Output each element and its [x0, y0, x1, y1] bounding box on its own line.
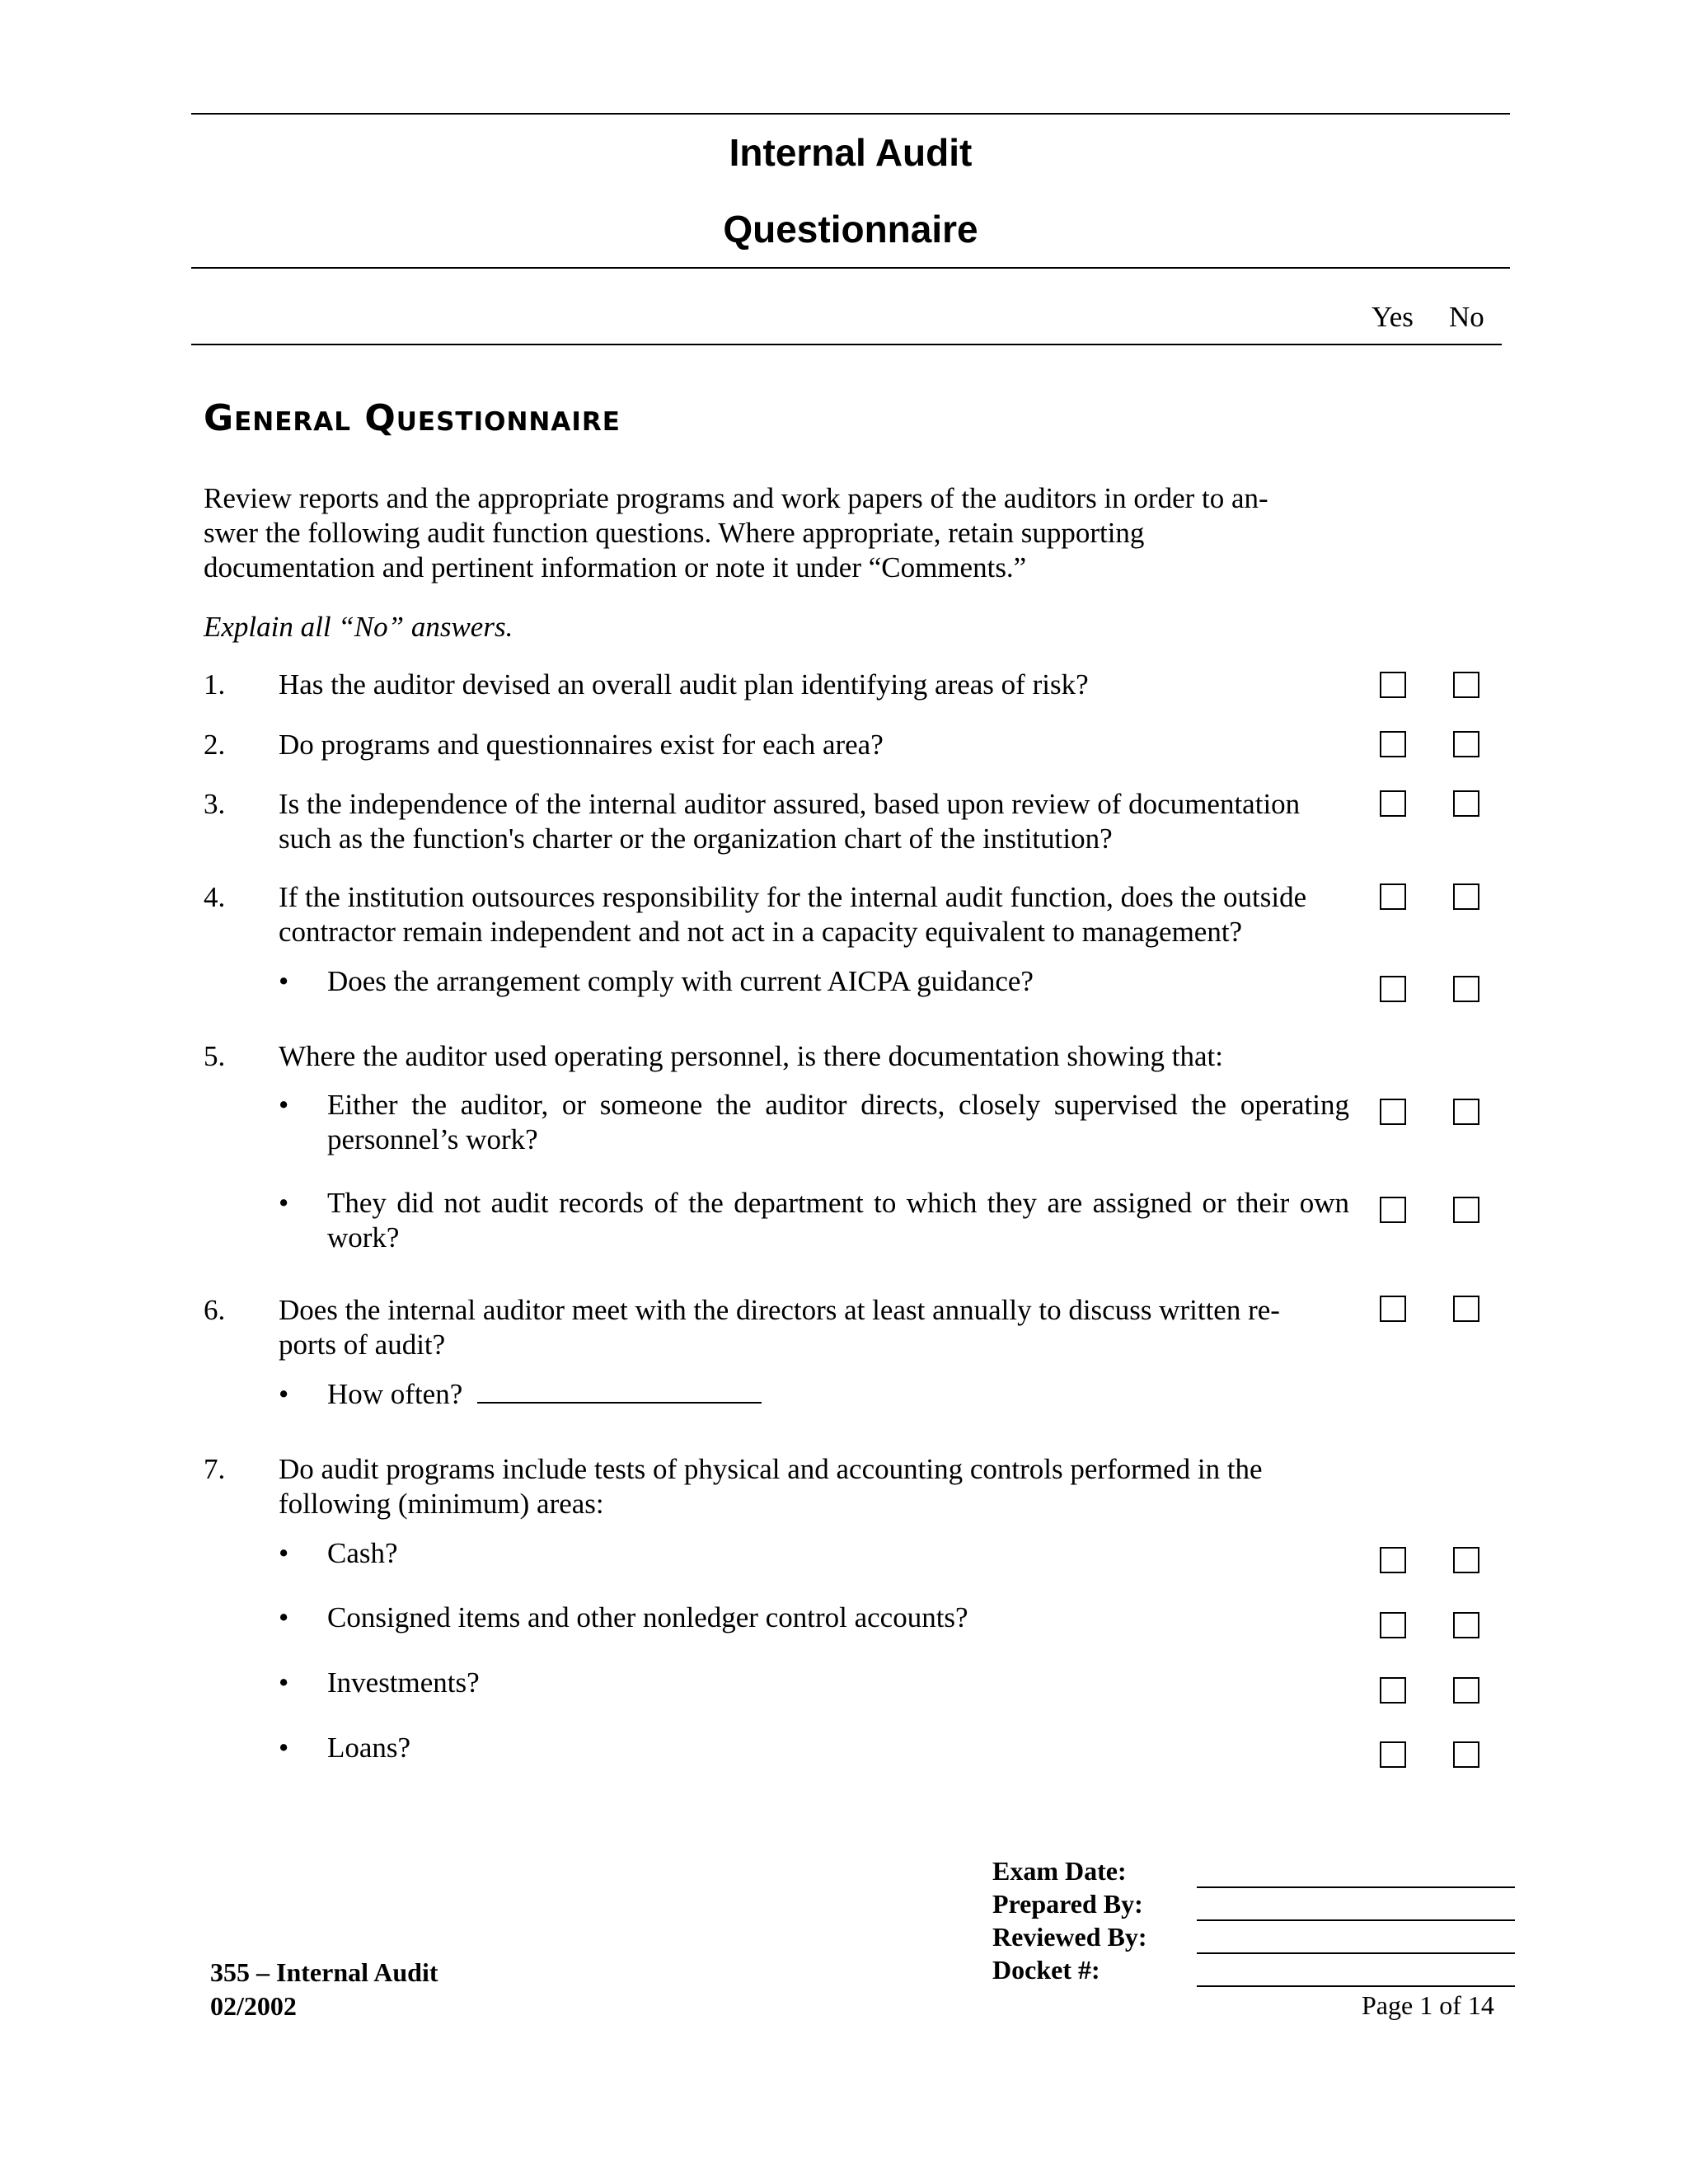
question-2-yes-checkbox[interactable]	[1380, 731, 1406, 757]
question-3-number: 3.	[204, 788, 226, 820]
docket-label: Docket #:	[992, 1955, 1100, 1985]
question-2-number: 2.	[204, 729, 226, 761]
question-4-sub1-no-checkbox[interactable]	[1453, 976, 1479, 1002]
question-7-text-line2: following (minimum) areas:	[279, 1488, 604, 1520]
question-7-text-line1: Do audit programs include tests of physical and accounting controls performed in the	[279, 1453, 1263, 1485]
question-6-number: 6.	[204, 1294, 226, 1326]
question-4-no-checkbox[interactable]	[1453, 883, 1479, 910]
question-6-sub1	[327, 1377, 762, 1412]
question-6-text-line1: Does the internal auditor meet with the directors at least annually to discuss written re-	[279, 1294, 1280, 1326]
question-6-sub1-text: How often?	[327, 1378, 463, 1410]
question-7-sub4-text: Loans?	[327, 1732, 411, 1764]
question-1-no-checkbox[interactable]	[1453, 672, 1479, 698]
exam-date-field[interactable]	[1197, 1886, 1515, 1888]
question-7-sub3-text: Investments?	[327, 1666, 480, 1699]
question-3-text-line1: Is the independence of the internal auditor assured, based upon review of documentation	[279, 788, 1301, 820]
question-7-sub3-no-checkbox[interactable]	[1453, 1677, 1479, 1704]
question-7-sub1-no-checkbox[interactable]	[1453, 1547, 1479, 1573]
prepared-by-field[interactable]	[1197, 1919, 1515, 1921]
question-5-sub1-yes-checkbox[interactable]	[1380, 1099, 1406, 1125]
question-5-text: Where the auditor used operating personnel, is there documentation showing that:	[279, 1040, 1223, 1072]
question-7-sub3-yes-checkbox[interactable]	[1380, 1677, 1406, 1704]
yes-column-header: Yes	[1372, 301, 1414, 333]
question-7-sub2-no-checkbox[interactable]	[1453, 1612, 1479, 1638]
reviewed-by-field[interactable]	[1197, 1952, 1515, 1954]
question-7-sub2-yes-checkbox[interactable]	[1380, 1612, 1406, 1638]
section-heading: General Questionnaire	[204, 397, 621, 439]
document-date: 02/2002	[210, 1991, 297, 2021]
question-5-sub1-bullet: •	[279, 1089, 289, 1121]
question-7-sub4-yes-checkbox[interactable]	[1380, 1741, 1406, 1768]
question-2-text: Do programs and questionnaires exist for each area?	[279, 729, 884, 761]
how-often-field[interactable]	[477, 1377, 762, 1404]
column-header-rule	[191, 344, 1502, 345]
question-6-sub1-bullet: •	[279, 1378, 289, 1410]
question-7-number: 7.	[204, 1453, 226, 1485]
question-3-yes-checkbox[interactable]	[1380, 790, 1406, 817]
question-5-sub2-yes-checkbox[interactable]	[1380, 1197, 1406, 1223]
question-1-yes-checkbox[interactable]	[1380, 672, 1406, 698]
question-5-sub1-no-checkbox[interactable]	[1453, 1099, 1479, 1125]
question-4-sub1-bullet: •	[279, 965, 289, 997]
exam-date-label: Exam Date:	[992, 1856, 1127, 1886]
question-4-yes-checkbox[interactable]	[1380, 883, 1406, 910]
question-3-no-checkbox[interactable]	[1453, 790, 1479, 817]
top-rule	[191, 113, 1510, 115]
intro-line-3: documentation and pertinent information or note it under “Comments.”	[204, 551, 1027, 583]
question-5-sub2-text-line2: work?	[327, 1221, 400, 1254]
question-4-number: 4.	[204, 881, 226, 913]
question-5-number: 5.	[204, 1040, 226, 1072]
question-7-sub2-bullet: •	[279, 1601, 289, 1633]
question-4-text-line1: If the institution outsources responsibility for the internal audit function, does the outside	[279, 881, 1307, 913]
docket-field[interactable]	[1197, 1985, 1515, 1987]
reviewed-by-label: Reviewed By:	[992, 1922, 1147, 1952]
question-7-sub1-text: Cash?	[327, 1537, 398, 1569]
question-7-sub1-yes-checkbox[interactable]	[1380, 1547, 1406, 1573]
question-5-sub1-text-line1: Either the auditor, or someone the auditor directs, closely supervised the operating	[327, 1089, 1349, 1121]
page-number: Page 1 of 14	[1362, 1990, 1494, 2020]
question-1-text: Has the auditor devised an overall audit plan identifying areas of risk?	[279, 668, 1089, 701]
question-4-sub1-text: Does the arrangement comply with current AICPA guidance?	[327, 965, 1034, 997]
question-3-text-line2: such as the function's charter or the organization chart of the institution?	[279, 823, 1113, 855]
question-5-sub2-text-line1: They did not audit records of the department to which they are assigned or their own	[327, 1187, 1349, 1219]
intro-line-1: Review reports and the appropriate programs and work papers of the auditors in order to an-	[204, 482, 1268, 514]
question-7-sub4-bullet: •	[279, 1732, 289, 1764]
question-5-sub2-no-checkbox[interactable]	[1453, 1197, 1479, 1223]
question-6-yes-checkbox[interactable]	[1380, 1296, 1406, 1322]
document-id: 355 – Internal Audit	[210, 1957, 438, 1987]
no-column-header: No	[1449, 301, 1484, 333]
question-6-text-line2: ports of audit?	[279, 1329, 446, 1361]
question-5-sub2-bullet: •	[279, 1187, 289, 1219]
question-7-sub3-bullet: •	[279, 1666, 289, 1699]
question-4-text-line2: contractor remain independent and not act in a capacity equivalent to management?	[279, 916, 1243, 948]
question-7-sub1-bullet: •	[279, 1537, 289, 1569]
question-1-number: 1.	[204, 668, 226, 701]
question-2-no-checkbox[interactable]	[1453, 731, 1479, 757]
question-7-sub4-no-checkbox[interactable]	[1453, 1741, 1479, 1768]
prepared-by-label: Prepared By:	[992, 1889, 1143, 1919]
question-6-no-checkbox[interactable]	[1453, 1296, 1479, 1322]
question-4-sub1-yes-checkbox[interactable]	[1380, 976, 1406, 1002]
page-title-line1: Internal Audit	[729, 131, 973, 174]
instruction-text: Explain all “No” answers.	[204, 611, 513, 643]
intro-line-2: swer the following audit function questions. Where appropriate, retain supporting	[204, 517, 1145, 549]
title-bottom-rule	[191, 267, 1510, 269]
page-title-line2: Questionnaire	[723, 208, 978, 251]
question-7-sub2-text: Consigned items and other nonledger control accounts?	[327, 1601, 968, 1633]
question-5-sub1-text-line2: personnel’s work?	[327, 1123, 538, 1155]
